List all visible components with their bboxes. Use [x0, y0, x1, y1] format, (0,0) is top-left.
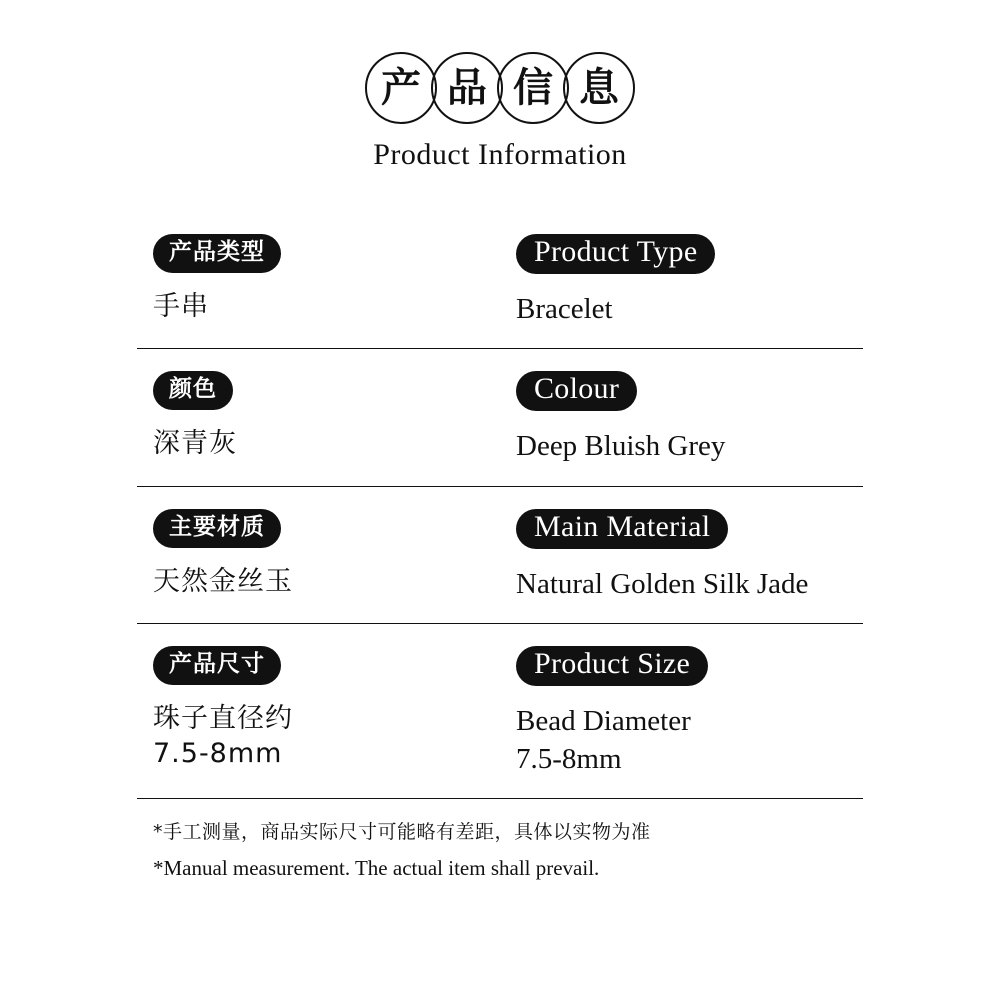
- spec-cn-product-type: [137, 234, 500, 328]
- title-char-4: 息: [563, 52, 635, 124]
- spec-row-product-size: [137, 624, 863, 800]
- spec-row-product-type: [137, 212, 863, 349]
- spec-value-en: [516, 290, 863, 328]
- spec-value-cn: [153, 701, 500, 772]
- title-char-3: 信: [497, 52, 569, 124]
- spec-value-cn-line: 手串: [153, 291, 209, 322]
- spec-row-main-material: [137, 487, 863, 624]
- spec-label-cn: 颜色: [153, 371, 233, 410]
- spec-label-en: Product Size: [516, 646, 708, 686]
- spec-cn-main-material: [137, 509, 500, 603]
- spec-label-en: Product Type: [516, 234, 715, 274]
- footnote-en: *Manual measurement. The actual item shall prevail.: [153, 855, 600, 880]
- spec-label-cn: 产品尺寸: [153, 646, 281, 685]
- spec-value-en-line: Bead Diameter: [516, 704, 691, 737]
- spec-value-en-line: Deep Bluish Grey: [516, 430, 726, 463]
- spec-value-en: [516, 565, 863, 603]
- spec-value-cn: [153, 426, 500, 462]
- spec-en-main-material: [500, 509, 863, 603]
- spec-en-colour: [500, 371, 863, 465]
- spec-value-cn-line: 深青灰: [153, 428, 237, 460]
- spec-value-en: [516, 427, 863, 465]
- spec-value-en: [516, 702, 863, 779]
- page-title-cn: [0, 52, 1000, 124]
- spec-en-product-size: [500, 646, 863, 779]
- spec-en-product-type: [500, 234, 863, 328]
- spec-cn-product-size: [137, 646, 500, 779]
- spec-label-cn: 主要材质: [153, 509, 281, 548]
- title-char-2: 品: [431, 52, 503, 124]
- spec-label-cn: 产品类型: [153, 234, 281, 273]
- spec-value-cn-line: 天然金丝玉: [153, 565, 293, 597]
- card-header: [0, 0, 1000, 172]
- spec-row-colour: [137, 349, 863, 486]
- spec-value-cn: [153, 564, 500, 600]
- page-title-en: Product Information: [373, 138, 627, 171]
- spec-value-en-line: 7.5-8mm: [516, 743, 622, 776]
- footnote: [137, 817, 863, 885]
- spec-label-en: Main Material: [516, 509, 728, 549]
- spec-value-en-line: Bracelet: [516, 293, 613, 325]
- footnote-cn: *手工测量，商品实际尺寸可能略有差距，具体以实物为准: [153, 821, 651, 844]
- spec-label-en: Colour: [516, 371, 637, 411]
- spec-value-en-line: Natural Golden Silk Jade: [516, 567, 809, 600]
- spec-cn-colour: [137, 371, 500, 465]
- title-char-1: 产: [365, 52, 437, 124]
- spec-value-cn: [153, 289, 500, 325]
- spec-value-cn-line: 7.5-8mm: [153, 738, 283, 770]
- spec-value-cn-line: 珠子直径约: [153, 702, 293, 734]
- spec-list: [137, 212, 863, 799]
